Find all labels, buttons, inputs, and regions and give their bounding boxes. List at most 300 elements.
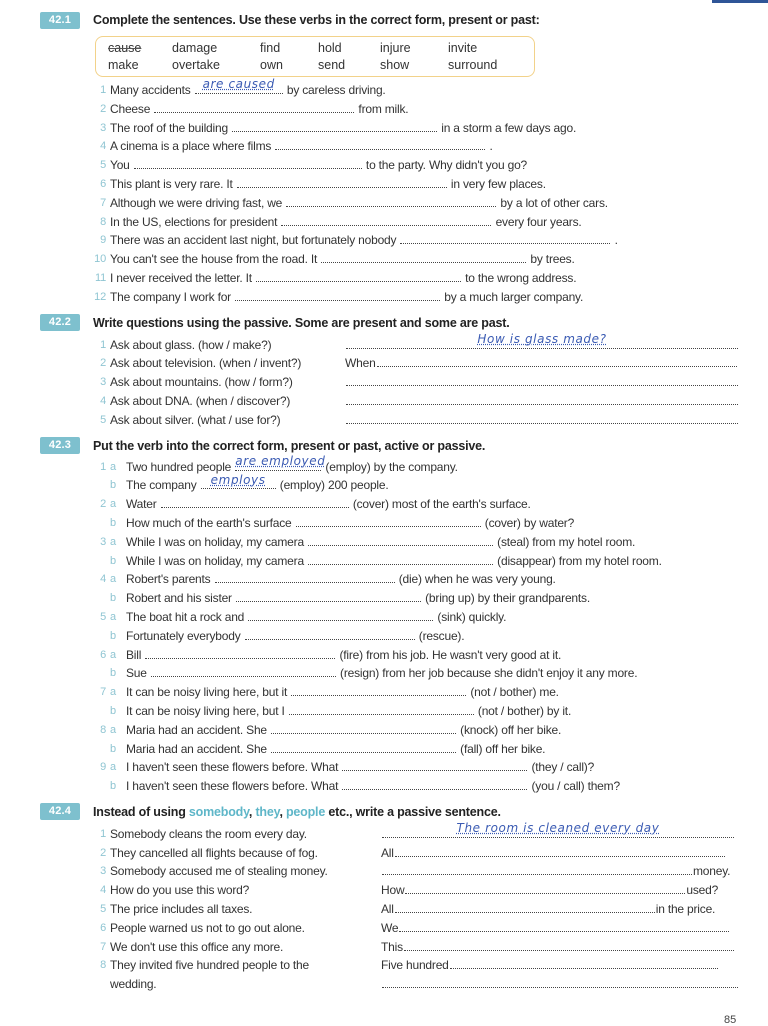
answer-blank [236,589,421,602]
answer-input[interactable] [134,156,362,168]
verb-option: overtake [172,58,220,72]
exercise-title: Complete the sentences. Use these verbs in the correct form, present or past: [93,13,540,27]
sentence-start: Water [126,497,160,512]
item-prompt: They cancelled all flights because of fog. [110,845,318,860]
answer-input[interactable] [377,354,737,366]
exercise-item [92,664,746,683]
answer-blank [382,862,692,875]
sentence-end: (fire) from his job. He wasn't very good at it. [336,647,562,662]
answer-blank [382,821,734,838]
exercise-item [92,570,746,589]
sentence-end: (not / bother) me. [467,685,559,700]
exercise-42-1 [40,10,746,307]
exercise-items [92,331,746,430]
exercise-item [92,646,746,665]
answer-input[interactable] [382,975,738,987]
title-text: , [248,804,256,819]
exercise-title: Put the verb into the correct form, present or past, active or passive. [93,438,486,453]
item-prompt: Ask about television. (when / invent?) [110,356,302,371]
item-prompt: Somebody cleans the room every day. [110,826,307,841]
answer-blank [275,137,485,150]
item-number: 2 [100,846,106,859]
answer-line [345,354,738,373]
title-text: Instead of using [93,804,189,819]
exercise-item [92,77,746,100]
answer-blank [286,194,496,207]
verb-option: invite [448,41,478,55]
item-letter: b [110,742,116,755]
item-sentence [126,646,561,665]
sentence-end: to the wrong address. [462,270,577,285]
item-sentence [126,495,531,514]
sentence-start: Two hundred people [126,459,235,474]
sentence-end: from milk. [355,101,409,116]
answer-blank [405,881,685,894]
sentence-end: in a storm a few days ago. [438,120,577,135]
answer-blank [321,250,526,263]
verb-option: injure [380,41,411,55]
item-number: 8 [100,959,106,972]
item-sentence [126,702,571,721]
exercise-item [92,777,746,796]
answer-input[interactable] [291,683,466,695]
verb-option: surround [448,58,498,72]
sentence-end: by a lot of other cars. [497,195,608,210]
item-prompt: Somebody accused me of stealing money. [110,864,328,879]
item-number: 9 [100,761,106,774]
answer-blank [271,740,456,753]
exercise-item [92,758,746,777]
exercise-badge: 42.3 [40,437,80,454]
exercise-item [92,919,746,938]
exercise-item [92,331,746,355]
item-number: 1 [100,827,106,840]
exercise-item [92,862,746,881]
item-prompt: The price includes all taxes. [110,902,253,917]
item-sentence [110,137,493,156]
exercise-badge: 42.1 [40,12,80,29]
item-sentence [126,570,556,589]
item-prompt: How do you use this word? [110,883,250,898]
answer-input[interactable] [275,137,485,149]
answer-input[interactable] [450,956,718,968]
sentence-start: You can't see the house from the road. It [110,252,321,267]
sentence-end: (employ) by the company. [322,459,458,474]
sentence-end: (rescue). [415,628,465,643]
item-number: 3 [100,121,106,134]
sentence-start: Sue [126,666,150,681]
answer-blank [342,777,527,790]
written-answer: How is glass made? [477,331,607,346]
verb-option: own [260,58,283,72]
exercise-item [92,472,746,495]
exercise-item [92,213,746,232]
exercise-item [92,354,746,373]
written-answer: employs [210,472,266,487]
answer-input[interactable] [154,100,354,112]
item-sentence [110,288,583,307]
exercise-item [92,627,746,646]
exercise-item [92,881,746,900]
answer-input[interactable] [161,495,349,507]
title-keyword: they [255,804,280,819]
item-number: 12 [94,290,106,303]
sentence-end: (disappear) from my hotel room. [494,553,662,568]
answer-line [381,938,735,957]
exercise-item [92,495,746,514]
answer-blank [346,331,738,349]
item-sentence [126,514,574,533]
item-number: 7 [100,686,106,699]
item-prompt: We don't use this office any more. [110,939,284,954]
exercise-item [92,740,746,759]
exercise-42-3 [40,436,746,796]
answer-input[interactable] [346,373,738,385]
exercise-item [92,514,746,533]
answer-input[interactable] [395,900,655,912]
answer-blank [399,919,729,932]
page-number: 85 [724,1014,737,1026]
answer-start: Five hundred [381,958,449,973]
verb-option: find [260,41,281,55]
sentence-end: by trees. [527,252,575,267]
item-number: 3 [100,535,106,548]
sentence-start: The company I work for [110,289,235,304]
item-letter: b [110,629,116,642]
sentence-end: (cover) most of the earth's surface. [349,497,531,512]
item-number: 4 [100,394,106,407]
sentence-start: I haven't seen these flowers before. What [126,760,342,775]
exercise-items [92,77,746,307]
sentence-end: (resign) from her job because she didn't enjoy it any more. [336,666,638,681]
sentence-start: This plant is very rare. It [110,176,236,191]
answer-blank [289,702,474,715]
sentence-start: It can be noisy living here, but it [126,685,291,700]
exercise-title [93,805,501,819]
exercise-item [92,702,746,721]
sentence-end: (fall) off her bike. [457,741,546,756]
answer-start: All [381,845,394,860]
answer-input[interactable] [151,664,336,676]
answer-blank [346,411,738,424]
answer-input[interactable] [232,119,437,131]
answer-input[interactable] [271,721,456,733]
answer-end: in the price. [655,902,716,917]
exercise-item [92,156,746,175]
answer-start: How [381,883,405,898]
exercise-item [92,411,746,430]
answer-blank [195,77,283,94]
item-prompt: They invited five hundred people to the [110,958,310,973]
exercise-items [92,453,746,796]
item-sentence [110,77,386,100]
sentence-start: There was an accident last night, but fortunately nobody [110,233,400,248]
answer-blank [151,664,336,677]
sentence-start: Many accidents [110,83,194,97]
title-keyword: people [286,804,326,819]
item-letter: a [110,498,116,511]
exercise-item [92,956,746,975]
answer-input[interactable] [286,194,496,206]
sentence-end: by a much larger company. [441,289,584,304]
verb-option: show [380,58,410,72]
answer-blank [134,156,362,169]
exercise-item [92,453,746,477]
item-prompt: Ask about silver. (what / use for?) [110,412,281,427]
exercise-item [92,137,746,156]
sentence-end: in very few places. [447,176,546,191]
exercise-item [92,589,746,608]
item-number: 5 [100,903,106,916]
exercise-42-4 [40,802,746,994]
answer-start: When [345,356,376,371]
item-letter: b [110,592,116,605]
item-letter: a [110,648,116,661]
answer-input[interactable] [400,231,610,243]
item-sentence [126,552,662,571]
answer-blank [400,231,610,244]
item-number: 4 [100,573,106,586]
exercise-item [92,100,746,119]
answer-blank [145,646,335,659]
exercise-item [92,552,746,571]
answer-input[interactable] [289,702,474,714]
item-letter: a [110,723,116,736]
sentence-end: to the party. Why didn't you go? [362,158,528,173]
sentence-start: While I was on holiday, my camera [126,553,308,568]
answer-input[interactable] [195,81,283,93]
answer-blank [382,975,738,988]
item-letter: a [110,761,116,774]
sentence-start: Cheese [110,101,154,116]
answer-line [381,881,718,900]
written-answer: The room is cleaned every day [456,821,660,836]
sentence-start: You [110,158,133,173]
item-sentence [126,683,559,702]
answer-input[interactable] [235,288,440,300]
exercise-item [92,194,746,213]
exercise-item [92,175,746,194]
answer-blank [346,392,738,405]
exercise-item [92,533,746,552]
answer-blank [245,627,415,640]
sentence-end: (die) when he was very young. [395,572,556,587]
sentence-end: (you / call) them? [528,779,620,794]
sentence-start: How much of the earth's surface [126,515,295,530]
item-number: 4 [100,140,106,153]
answer-end: used? [686,883,719,898]
verb-option: make [108,58,139,72]
answer-input[interactable] [248,608,433,620]
answer-line [381,919,730,938]
answer-line [345,373,739,392]
answer-blank [154,100,354,113]
exercise-item [92,683,746,702]
answer-start: This [381,939,403,954]
item-prompt: Ask about mountains. (how / form?) [110,375,293,390]
answer-input[interactable] [346,392,738,404]
item-number: 4 [100,884,106,897]
verb-option: hold [318,41,342,55]
exercise-item [92,608,746,627]
sentence-start: The boat hit a rock and [126,609,248,624]
answer-line [381,862,730,881]
answer-line [381,956,719,975]
answer-start: We [381,920,399,935]
item-letter: a [110,460,116,473]
written-answer: are caused [202,77,275,92]
answer-input[interactable] [296,514,481,526]
answer-blank [281,213,491,226]
item-sentence [126,740,545,759]
answer-input[interactable] [236,589,421,601]
sentence-end: (not / bother) by it. [474,703,572,718]
item-number: 5 [100,610,106,623]
verb-option: cause [108,41,142,55]
item-letter: b [110,479,116,492]
answer-input[interactable] [235,458,321,470]
answer-line [381,975,739,994]
item-number: 10 [94,253,106,266]
item-number: 3 [100,865,106,878]
answer-input[interactable] [404,938,734,950]
exercise-item [92,721,746,740]
answer-input[interactable] [245,627,415,639]
item-number: 8 [100,723,106,736]
answer-input[interactable] [201,476,276,488]
answer-input[interactable] [215,570,395,582]
title-text: etc., write a passive sentence. [325,804,501,819]
answer-blank [271,721,456,734]
sentence-start: A cinema is a place where films [110,139,275,154]
sentence-end: by careless driving. [283,83,386,97]
sentence-end: every four years. [492,214,582,229]
item-sentence [110,269,576,288]
answer-input[interactable] [281,213,491,225]
answer-blank [395,900,655,913]
item-sentence [126,627,464,646]
verb-box [95,36,535,77]
item-number: 8 [100,215,106,228]
sentence-start: I never received the letter. It [110,270,256,285]
answer-input[interactable] [399,919,729,931]
item-number: 6 [100,648,106,661]
item-letter: a [110,535,116,548]
written-answer: are employed [235,453,326,468]
item-number: 1 [100,338,106,351]
answer-input[interactable] [342,758,527,770]
answer-line [345,411,739,430]
item-number: 11 [94,271,106,284]
answer-input[interactable] [382,825,734,837]
item-number: 6 [100,921,106,934]
exercise-item [92,938,746,957]
item-letter: b [110,667,116,680]
answer-end: money. [693,864,731,879]
answer-input[interactable] [342,777,527,789]
answer-line [381,821,735,844]
exercise-item [92,844,746,863]
corner-accent-bar [712,0,768,3]
sentence-start: In the US, elections for president [110,214,281,229]
verb-option: send [318,58,346,72]
answer-input[interactable] [271,740,456,752]
sentence-end: . [611,233,618,248]
item-sentence [126,472,389,495]
answer-input[interactable] [346,411,738,423]
answer-input[interactable] [405,881,685,893]
item-number: 2 [100,357,106,370]
exercise-item [92,119,746,138]
item-prompt: Ask about DNA. (when / discover?) [110,393,291,408]
answer-blank [308,552,493,565]
exercise-42-2 [40,313,746,430]
answer-blank [161,495,349,508]
answer-input[interactable] [346,336,738,348]
sentence-end: . [486,139,493,154]
title-keyword: somebody [188,804,249,819]
item-number: 9 [100,234,106,247]
sentence-start: Although we were driving fast, we [110,195,286,210]
item-number: 6 [100,177,106,190]
exercise-badge: 42.2 [40,314,80,331]
answer-blank [256,269,461,282]
answer-line [345,392,739,411]
item-sentence [110,250,575,269]
exercise-header [40,10,746,30]
answer-blank [232,119,437,132]
item-letter: a [110,610,116,623]
item-number: 2 [100,102,106,115]
exercise-item [92,250,746,269]
answer-blank [395,844,725,857]
item-sentence [126,758,594,777]
answer-blank [377,354,737,367]
item-sentence [126,721,561,740]
answer-input[interactable] [145,646,335,658]
sentence-end: (employ) 200 people. [276,478,389,493]
answer-blank [308,533,493,546]
exercise-item [92,288,746,307]
exercise-item [92,231,746,250]
item-sentence [110,194,608,213]
item-letter: b [110,554,116,567]
sentence-end: (bring up) by their grandparents. [422,591,590,606]
sentence-end: (steal) from my hotel room. [494,534,636,549]
answer-input[interactable] [395,844,725,856]
answer-input[interactable] [382,862,692,874]
sentence-start: Maria had an accident. She [126,741,271,756]
sentence-start: Robert's parents [126,572,214,587]
answer-blank [342,758,527,771]
answer-input[interactable] [308,533,493,545]
item-number: 5 [100,413,106,426]
item-prompt-continued: wedding. [110,977,157,992]
item-sentence [110,175,546,194]
answer-blank [404,938,734,951]
answer-input[interactable] [237,175,447,187]
item-number: 7 [100,196,106,209]
answer-line [381,844,726,863]
answer-start: All [381,902,394,917]
item-prompt: People warned us not to go out alone. [110,920,305,935]
exercise-title: Write questions using the passive. Some are present and some are past. [93,315,510,330]
answer-blank [248,608,433,621]
answer-input[interactable] [256,269,461,281]
sentence-start: It can be noisy living here, but I [126,703,288,718]
answer-input[interactable] [321,250,526,262]
answer-input[interactable] [308,552,493,564]
